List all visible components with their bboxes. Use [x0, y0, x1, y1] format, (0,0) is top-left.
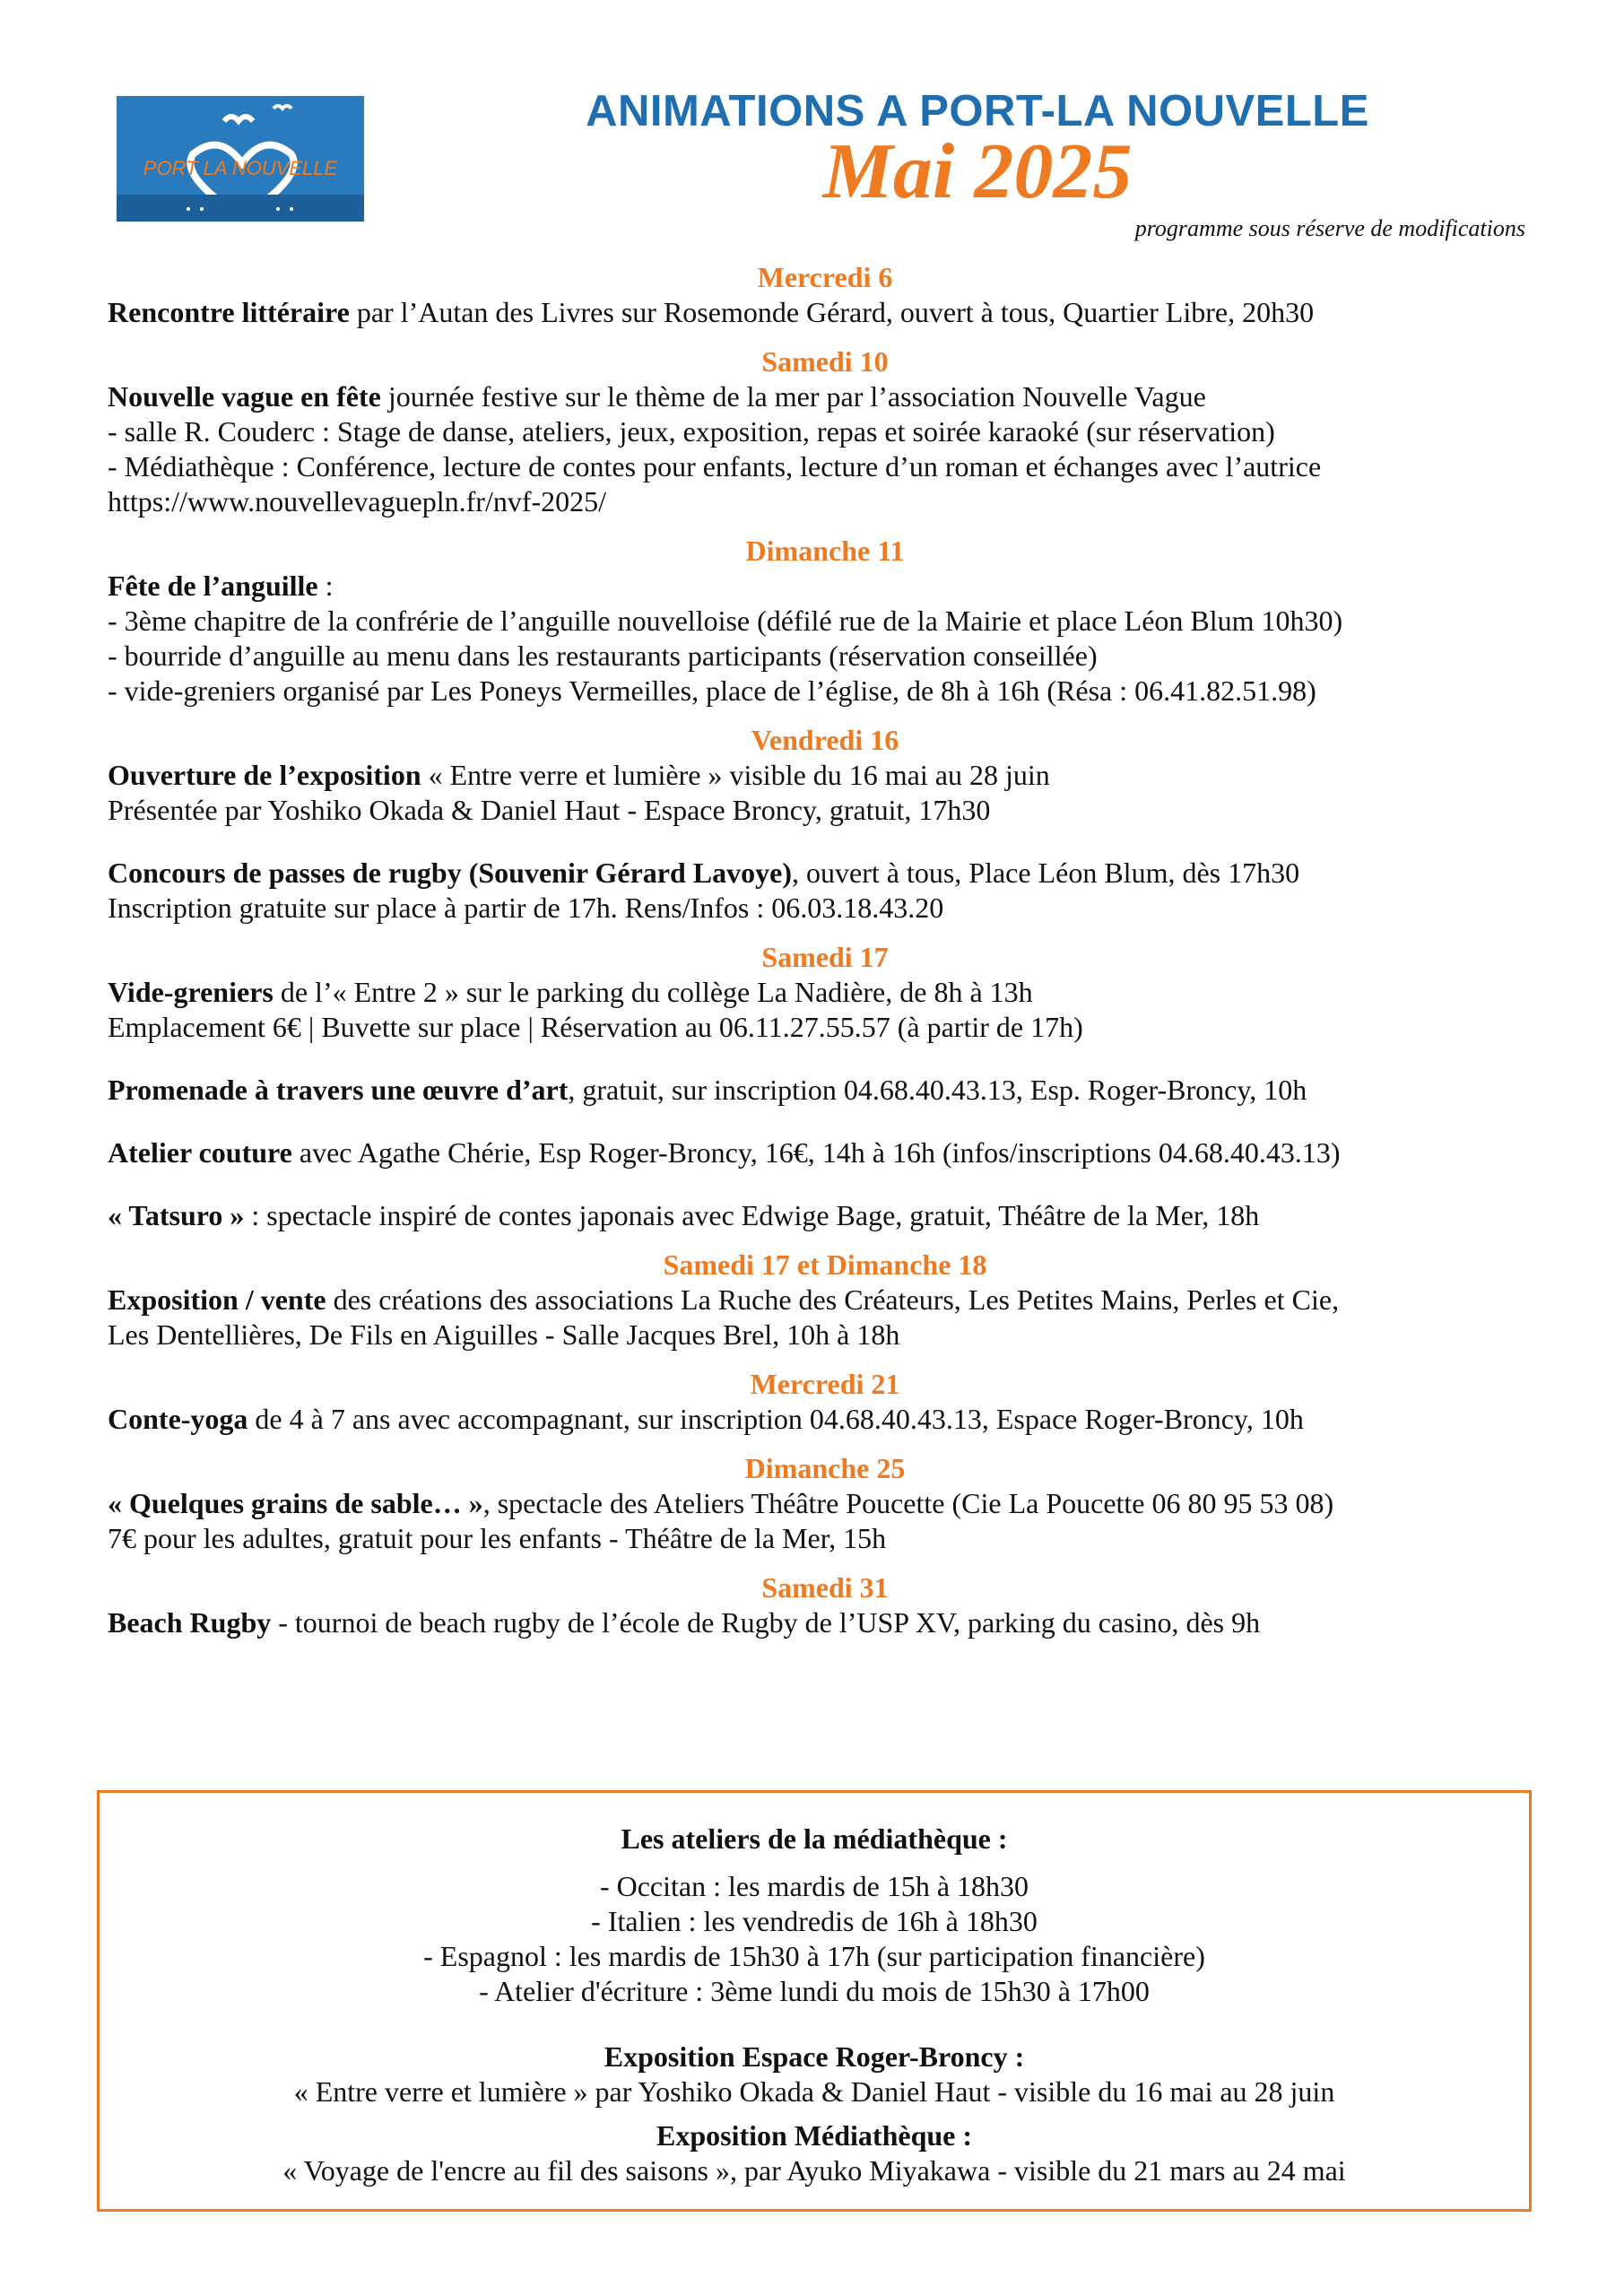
event-text: journée festive sur le thème de la mer par l’association Nouvelle Vague [380, 380, 1206, 413]
event-text: Les Dentellières, De Fils en Aiguilles - Salle Jacques Brel, 10h à 18h [108, 1318, 900, 1351]
event-text: Emplacement 6€ | Buvette sur place | Réservation au 06.11.27.55.57 (à partir de 17h) [108, 1011, 1083, 1043]
event-text: , ouvert à tous, Place Léon Blum, dès 17h30 [791, 857, 1300, 889]
event-line [108, 1402, 1542, 1437]
event-line [108, 856, 1542, 891]
event-item [108, 1073, 1542, 1108]
event-line [108, 1135, 1542, 1170]
event-line [108, 604, 1542, 639]
event-line [108, 569, 1542, 604]
event-text: 7€ pour les adultes, gratuit pour les enfants - Théâtre de la Mer, 15h [108, 1522, 887, 1554]
event-text: de 4 à 7 ans avec accompagnant, sur inscription 04.68.40.43.13, Espace Roger-Broncy, 10h [248, 1403, 1304, 1435]
event-title: Promenade à travers une œuvre d’art [108, 1074, 569, 1106]
event-title: Ouverture de l’exposition [108, 759, 421, 791]
event-title: « Quelques grains de sable… » [108, 1487, 483, 1519]
day-heading: Samedi 31 [761, 1571, 889, 1604]
event-item [108, 569, 1542, 709]
event-title: Exposition / vente [108, 1283, 326, 1316]
event-text: , spectacle des Ateliers Théâtre Poucette (Cie La Poucette 06 80 95 53 08) [482, 1487, 1334, 1519]
atelier-line: - Occitan : les mardis de 15h à 18h30 [599, 1870, 1029, 1902]
event-text: Présentée par Yoshiko Okada & Daniel Haut - Espace Broncy, gratuit, 17h30 [108, 794, 991, 826]
event-line [108, 1010, 1542, 1045]
event-item [108, 1283, 1542, 1352]
event-text: : [317, 570, 334, 602]
event-item [108, 1135, 1542, 1170]
day-heading: Samedi 17 [761, 941, 889, 973]
event-line [108, 1318, 1542, 1352]
event-title: Nouvelle vague en fête [108, 380, 381, 413]
event-title: Atelier couture [108, 1136, 292, 1169]
event-line [108, 639, 1542, 674]
event-line [108, 1486, 1542, 1521]
event-text: « Entre verre et lumière » visible du 16 mai au 28 juin [421, 759, 1050, 791]
event-line [108, 674, 1542, 709]
event-title: Rencontre littéraire [108, 296, 350, 328]
event-line [108, 1283, 1542, 1318]
event-line [108, 758, 1542, 793]
day-heading: Dimanche 25 [744, 1452, 906, 1484]
event-line [108, 793, 1542, 828]
event-item [108, 295, 1542, 330]
expo2-title: Exposition Médiathèque : [656, 2119, 973, 2152]
event-title: Vide-greniers [108, 976, 274, 1008]
day-heading: Samedi 10 [761, 345, 889, 378]
event-text: Inscription gratuite sur place à partir de 17h. Rens/Infos : 06.03.18.43.20 [108, 891, 944, 924]
event-line [108, 891, 1542, 926]
event-text: - vide-greniers organisé par Les Poneys Vermeilles, place de l’église, de 8h à 16h (Résa : 06.41.82.51.98) [108, 674, 1316, 707]
event-text: : spectacle inspiré de contes japonais avec Edwige Bage, gratuit, Théâtre de la Mer, 18h [244, 1199, 1260, 1231]
event-text: - salle R. Couderc : Stage de danse, ateliers, jeux, exposition, repas et soirée karaoké (sur réservation) [108, 415, 1275, 448]
event-item [108, 1486, 1542, 1556]
event-title: Fête de l’anguille [108, 570, 318, 602]
event-title: « Tatsuro » [108, 1199, 245, 1231]
day-heading: Mercredi 21 [750, 1368, 900, 1400]
event-text: - 3ème chapitre de la confrérie de l’anguille nouvelloise (défilé rue de la Mairie et place Léon Blum 10h30) [108, 604, 1343, 637]
event-text: par l’Autan des Livres sur Rosemonde Gérard, ouvert à tous, Quartier Libre, 20h30 [349, 296, 1315, 328]
atelier-line: - Espagnol : les mardis de 15h30 à 17h (sur participation financière) [423, 1940, 1205, 1972]
event-text: avec Agathe Chérie, Esp Roger-Broncy, 16€, 14h à 16h (infos/inscriptions 04.68.40.43.13) [291, 1136, 1341, 1169]
event-text: de l’« Entre 2 » sur le parking du collège La Nadière, de 8h à 13h [273, 976, 1033, 1008]
event-title: Beach Rugby [108, 1606, 272, 1639]
info-box [97, 1790, 1532, 2212]
day-heading: Vendredi 16 [751, 724, 899, 756]
event-item [108, 1198, 1542, 1233]
event-line [108, 1073, 1542, 1108]
ateliers-title: Les ateliers de la médiathèque : [621, 1822, 1008, 1855]
program-list [108, 260, 1542, 1640]
expo1-text: « Entre verre et lumière » par Yoshiko Okada & Daniel Haut - visible du 16 mai au 28 juin [293, 2075, 1335, 2108]
event-line [108, 484, 1542, 519]
event-text: - tournoi de beach rugby de l’école de Rugby de l’USP XV, parking du casino, dès 9h [271, 1606, 1261, 1639]
port-la-nouvelle-logo [117, 96, 364, 222]
event-line [108, 1521, 1542, 1556]
logo-text: PORT LA NOUVELLE [143, 157, 338, 179]
event-line [108, 379, 1542, 414]
atelier-line: - Atelier d'écriture : 3ème lundi du mois de 15h30 à 17h00 [479, 1975, 1150, 2007]
subtitle: programme sous réserve de modifications [1134, 215, 1525, 241]
event-text: - Médiathèque : Conférence, lecture de contes pour enfants, lecture d’un roman et échanges avec l’autrice [108, 450, 1322, 483]
event-line [108, 975, 1542, 1010]
event-line [108, 414, 1542, 449]
event-line [108, 1198, 1542, 1233]
event-item [108, 975, 1542, 1045]
event-line [108, 295, 1542, 330]
page-title: ANIMATIONS A PORT-LA NOUVELLE [586, 87, 1369, 135]
day-heading: Samedi 17 et Dimanche 18 [663, 1248, 987, 1281]
event-item [108, 758, 1542, 828]
expo2-text: « Voyage de l'encre au fil des saisons », par Ayuko Miyakawa - visible du 21 mars au 24 mai [282, 2154, 1346, 2187]
event-item [108, 379, 1542, 519]
day-heading: Mercredi 6 [757, 261, 893, 293]
event-title: Concours de passes de rugby (Souvenir Gérard Lavoye) [108, 857, 792, 889]
event-title: Conte-yoga [108, 1403, 248, 1435]
expo1-title: Exposition Espace Roger-Broncy : [604, 2040, 1025, 2073]
event-item [108, 856, 1542, 926]
day-heading: Dimanche 11 [745, 535, 905, 567]
event-line [108, 449, 1542, 484]
month-title: Mai 2025 [822, 128, 1133, 215]
atelier-line: - Italien : les vendredis de 16h à 18h30 [591, 1905, 1038, 1937]
event-text: https://www.nouvellevaguepln.fr/nvf-2025/ [108, 485, 607, 517]
event-text: , gratuit, sur inscription 04.68.40.43.13, Esp. Roger-Broncy, 10h [568, 1074, 1307, 1106]
event-text: des créations des associations La Ruche des Créateurs, Les Petites Mains, Perles et Cie, [326, 1283, 1340, 1316]
event-line [108, 1605, 1542, 1640]
event-item [108, 1605, 1542, 1640]
event-text: - bourride d’anguille au menu dans les restaurants participants (réservation conseillée) [108, 639, 1098, 672]
event-item [108, 1402, 1542, 1437]
